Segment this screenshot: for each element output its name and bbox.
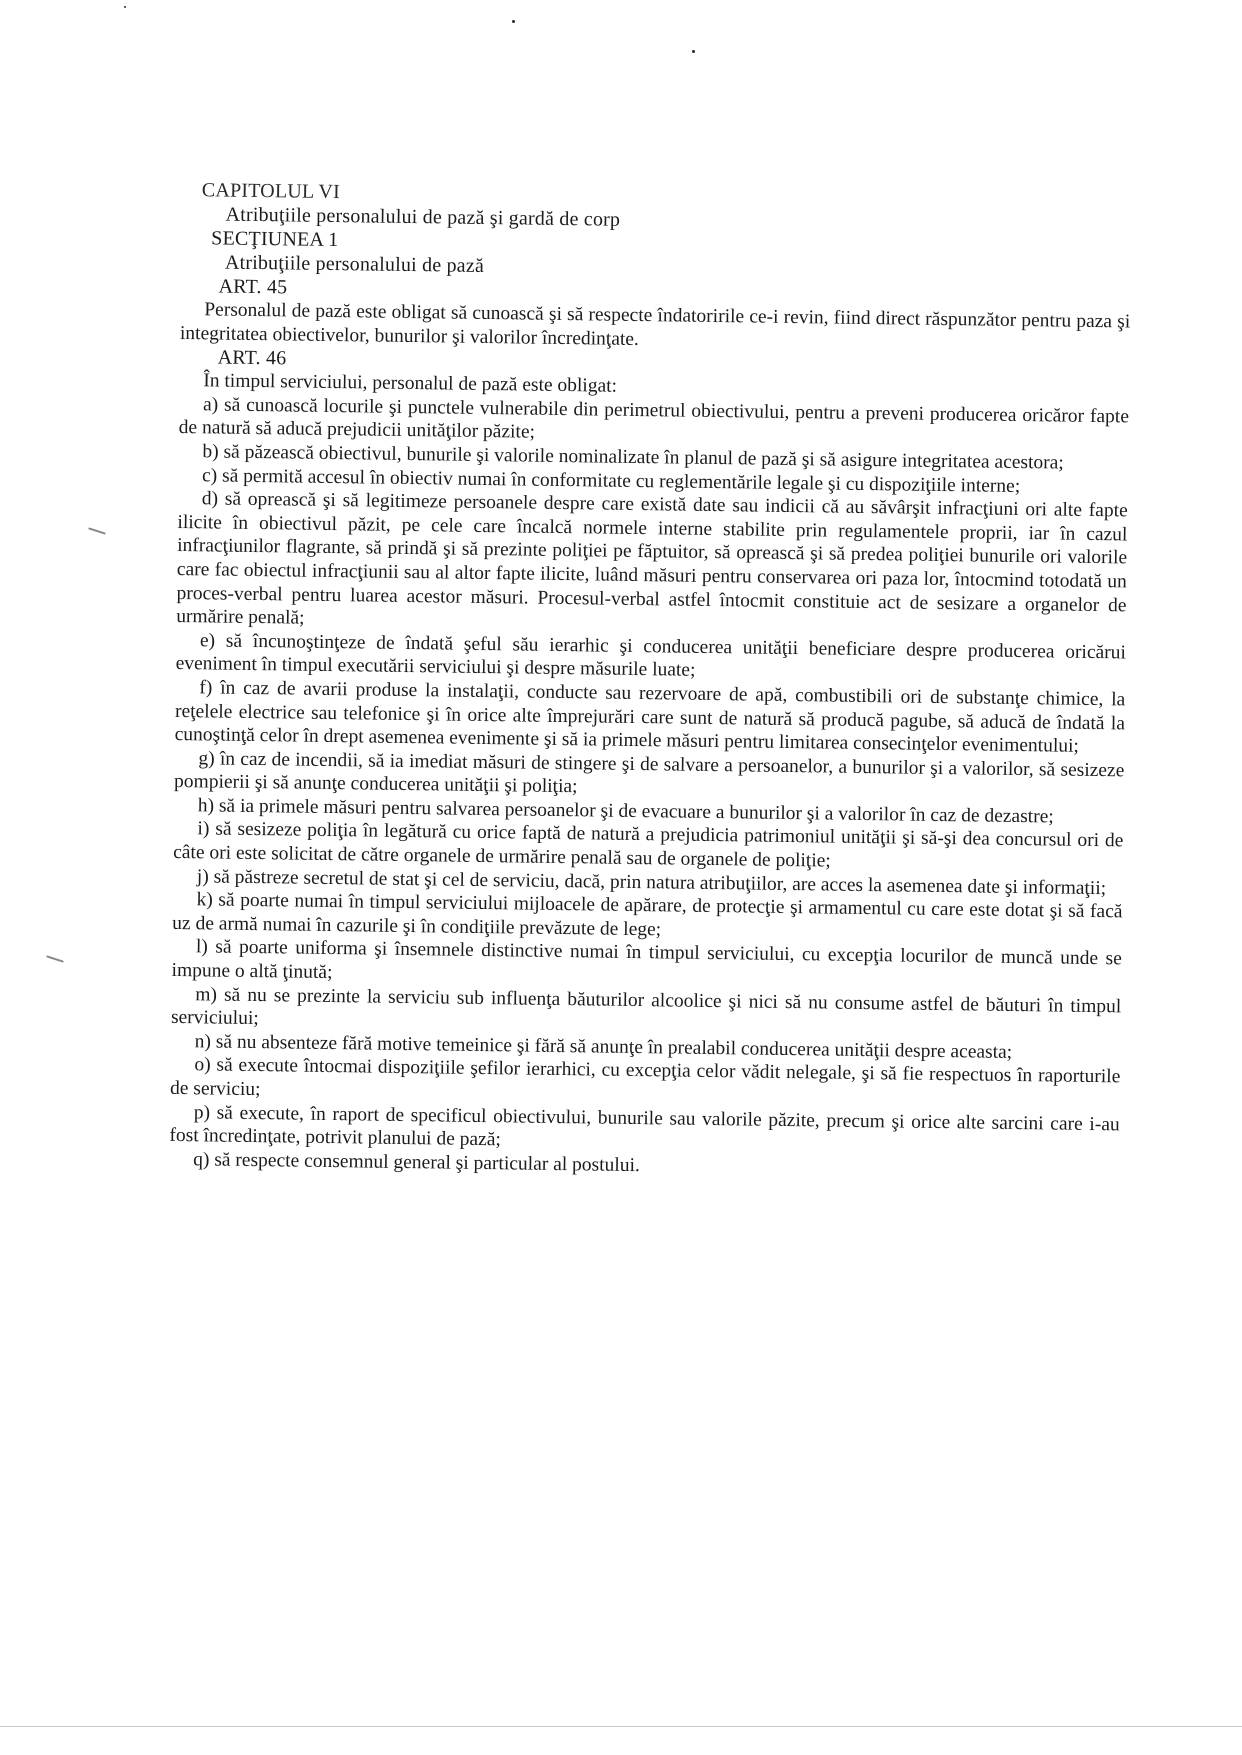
list-item: c) să permită accesul în obiectiv numai în conformitate cu reglementările legale şi cu dispoziţiile interne; [201, 464, 1021, 497]
list-item: n) să nu absenteze fără motive temeinice şi fără să anunţe în prealabil conducerea unităţii despre aceasta; [194, 1031, 1013, 1063]
section-title: Atribuţiile personalului de pază [224, 251, 485, 277]
chapter-heading: CAPITOLUL VI [201, 179, 341, 204]
list-item: f) în caz de avarii produse la instalaţii, conducte sau rezervoare de apă, combustibili ori de substanţe chimice, la reţelele electrice sau telefonice şi în orice alte împrejurări care sunt de natură să producă pagube, să aducă de îndată la cunoştinţă celor în drept asemenea evenimente şi să ia primele măsuri pentru limitarea consecinţelor evenimentului; [174, 677, 1126, 757]
list-item: h) să ia primele măsuri pentru salvarea persoanelor şi de evacuare a bunurilor şi a valorilor în caz de dezastre; [197, 795, 1054, 828]
article-45-text: Personalul de pază este obligat să cunoască şi să respecte îndatoririle ce-i revin, fiind direct răspunzător pentru paza şi integritatea obiectivelor, bunurilor şi valorilor încredinţate. [179, 299, 1131, 350]
list-item: m) să nu se prezinte la serviciu sub influenţa băuturilor alcoolice şi nici să nu consume astfel de băuturi în timpul serviciului; [170, 983, 1122, 1030]
list-item: i) să sesizeze poliţia în legătură cu orice faptă de natură a prejudicia patrimoniul unităţii şi să-şi dea concursul ori de câte ori este solicitat de către organele de urmărire penală sau de organele de poliţie; [173, 818, 1124, 872]
list-item: a) să cunoască locurile şi punctele vulnerabile din perimetrul obiectivului, pentru a preveni producerea oricăror fapte de natură să aducă prejudicii unităţilor păzite; [178, 394, 1130, 444]
list-item: q) să respecte consemnul general şi particular al postului. [193, 1149, 640, 1176]
list-item: o) să execute întocmai dispoziţiile şefilor ierarhici, cu excepţia celor vădit nelegale, şi să fie respectuos în raporturile de serviciu; [169, 1054, 1121, 1101]
scan-edge-mark [46, 955, 64, 962]
list-item: l) să poarte uniforma şi însemnele distinctive numai în timpul serviciului, cu excepţia locurilor de muncă unde se impune o altă ţinută; [171, 936, 1122, 984]
article-46-label: ART. 46 [217, 346, 287, 370]
list-item: p) să execute, în raport de specificul obiectivului, bunurile sau valorile păzite, precum şi orice alte sarcini care i-au fost încredinţate, potrivit planului de pază; [169, 1101, 1120, 1151]
scan-speck [512, 20, 515, 23]
document-body [169, 178, 1132, 1184]
list-item: d) să oprească şi să legitimeze persoanele despre care există date sau indicii că au săvârşit infracţiuni ori alte fapte ilicite în obiectivul păzit, pe cele care încalcă normele interne stabilite prin regulamentele proprii, iar în cazul infracţiunilor flagrante, să prindă şi să prezinte poliţiei pe făptuitor, să oprească şi să predea poliţiei bunurile ori valorile care fac obiectul infracţiunii sau al altor fapte ilicite, luând măsuri pentru conservarea ori paza lor, întocmind totodată un proces-verbal pentru luarea acestor măsuri. Procesul-verbal astfel întocmit constituie act de sesizare a organelor de urmărire penală; [176, 488, 1128, 629]
article-46-intro: În timpul serviciului, personalul de pază este obligat: [203, 370, 618, 397]
list-item: j) să păstreze secretul de stat şi cel de serviciu, dacă, prin natura atribuţiilor, are acces la asemenea date şi informaţii; [196, 865, 1107, 899]
list-item: k) să poarte numai în timpul serviciului mijloacele de apărare, de protecţie şi armamentul cu care este dotat şi să facă uz de armă numai în cazurile şi în condiţiile prevăzute de lege; [172, 889, 1123, 941]
list-item: e) să încunoştinţeze de îndată şeful său ierarhic şi conducerea unităţii beneficiare despre producerea oricărui eveniment în timpul executării serviciului şi despre măsurile luate; [175, 629, 1127, 682]
list-item: g) în caz de incendii, să ia imediat măsuri de stingere şi de salvare a persoanelor, a bunurilor şi a valorilor, să sesizeze pompierii şi să anunţe conducerea unităţii şi poliţia; [173, 747, 1125, 798]
list-item: b) să păzească obiectivul, bunurile şi valorile nominalizate în planul de pază şi să asigure integritatea acestora; [202, 441, 1064, 474]
scan-edge-mark [88, 527, 106, 534]
article-45-label: ART. 45 [218, 275, 288, 299]
scan-bottom-edge [0, 1726, 1242, 1727]
scan-speck [124, 6, 126, 8]
chapter-title: Atribuţiile personalului de pază şi gardă de corp [225, 203, 621, 231]
scan-speck [692, 50, 695, 53]
section-heading: SECŢIUNEA 1 [211, 227, 339, 252]
